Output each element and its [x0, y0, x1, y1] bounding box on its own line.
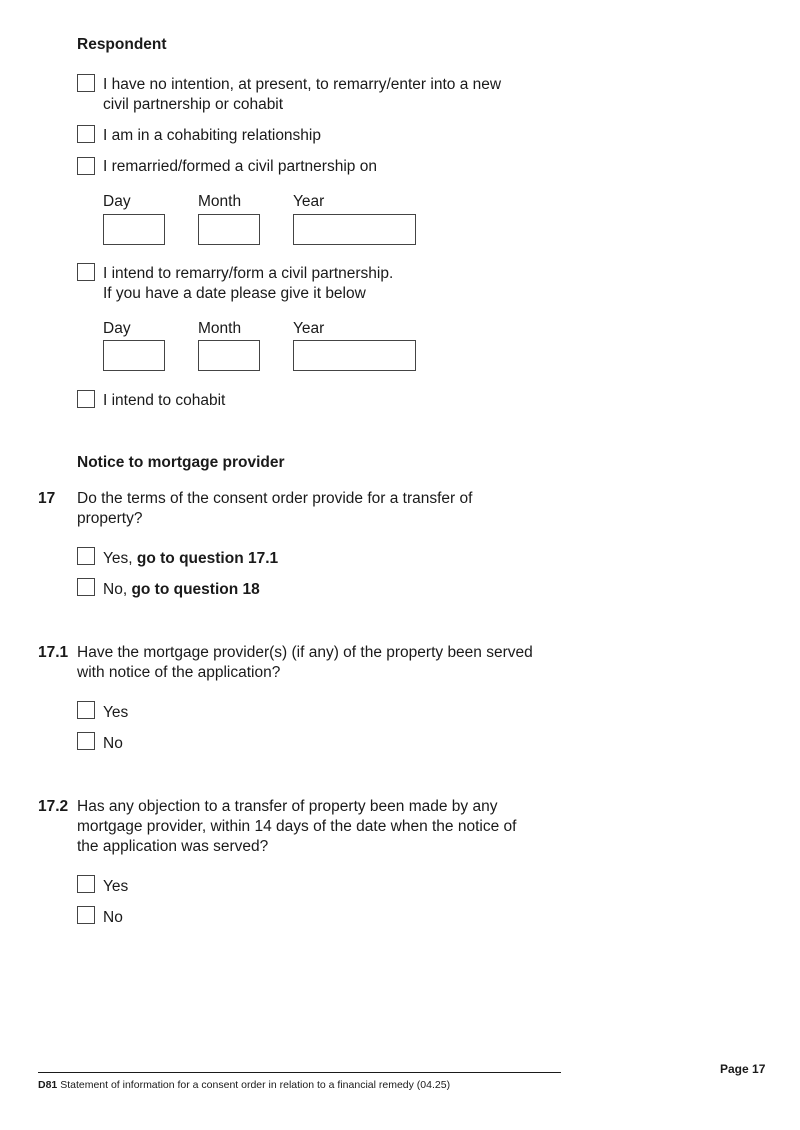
option-label-intend-cohabit: I intend to cohabit [103, 392, 226, 409]
checkbox-remarried[interactable] [77, 157, 95, 175]
question-text-17: Do the terms of the consent order provide for a transfer of property? [77, 490, 473, 527]
checkbox-q17-no[interactable] [77, 578, 95, 596]
section-heading-mortgage: Notice to mortgage provider [77, 454, 285, 471]
option-label-q17-1-no: No [103, 735, 123, 752]
option-label-cohabiting: I am in a cohabiting relationship [103, 127, 321, 144]
intend-remarry-year-input[interactable] [293, 340, 416, 371]
option-label-q17-2-no: No [103, 909, 123, 926]
option-label-q17-no: No, go to question 18 [103, 581, 260, 598]
intend-remarry-day-input[interactable] [103, 340, 165, 371]
remarried-month-input[interactable] [198, 214, 260, 245]
checkbox-q17-1-no[interactable] [77, 732, 95, 750]
remarried-day-input[interactable] [103, 214, 165, 245]
question-text-17-2: Has any objection to a transfer of property been made by any mortgage provider, within 14 days of the date when the notice of the application was served? [77, 798, 517, 855]
checkbox-q17-2-yes[interactable] [77, 875, 95, 893]
checkbox-q17-1-yes[interactable] [77, 701, 95, 719]
form-code: D81 [38, 1079, 58, 1091]
question-text-17-1: Have the mortgage provider(s) (if any) of the property been served with notice of the application? [77, 644, 533, 681]
checkbox-cohabiting[interactable] [77, 125, 95, 143]
option-label-q17-2-yes: Yes [103, 878, 129, 895]
question-number-17-1: 17.1 [38, 644, 69, 661]
date-label-day: Day [103, 320, 131, 337]
checkbox-no-intention[interactable] [77, 74, 95, 92]
question-number-17-2: 17.2 [38, 798, 69, 815]
option-label-q17-1-yes: Yes [103, 704, 129, 721]
date-label-year: Year [293, 193, 325, 210]
section-heading-respondent: Respondent [77, 36, 167, 53]
date-label-year: Year [293, 320, 325, 337]
intend-remarry-month-input[interactable] [198, 340, 260, 371]
remarried-year-input[interactable] [293, 214, 416, 245]
date-label-month: Month [198, 320, 242, 337]
form-title: Statement of information for a consent order in relation to a financial remedy (04.25) [60, 1079, 451, 1091]
page-number: Page 17 [720, 1062, 766, 1076]
option-label-remarried: I remarried/formed a civil partnership on [103, 158, 377, 175]
footer-divider [38, 1072, 561, 1073]
checkbox-intend-cohabit[interactable] [77, 390, 95, 408]
option-label-q17-yes: Yes, go to question 17.1 [103, 550, 279, 567]
checkbox-q17-yes[interactable] [77, 547, 95, 565]
checkbox-q17-2-no[interactable] [77, 906, 95, 924]
option-label-intend-remarry: I intend to remarry/form a civil partnership. If you have a date please give it below [103, 265, 394, 302]
checkbox-intend-remarry[interactable] [77, 263, 95, 281]
footer-text [38, 1079, 450, 1091]
question-number-17: 17 [38, 490, 56, 507]
date-label-month: Month [198, 193, 242, 210]
date-label-day: Day [103, 193, 131, 210]
option-label-no-intention: I have no intention, at present, to remarry/enter into a new civil partnership or cohabit [103, 76, 502, 113]
